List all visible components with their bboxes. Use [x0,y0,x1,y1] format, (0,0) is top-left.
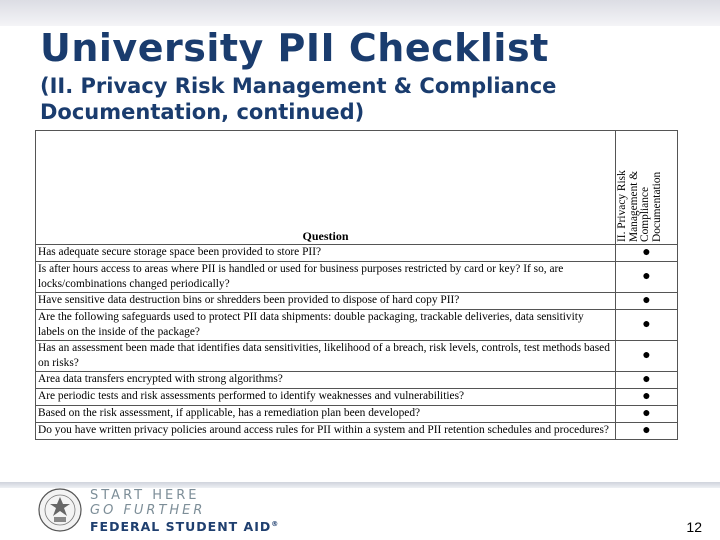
question-column-header: Question [36,131,616,245]
checklist-table [35,130,678,440]
table-header-row [36,131,678,245]
bullet-marker: ● [616,341,678,372]
question-cell: Are periodic tests and risk assessments performed to identify weaknesses and vulnerabilities? [36,389,616,406]
table-row [36,372,678,389]
brand-line-start-here: START HERE [90,488,200,503]
bullet-marker: ● [616,293,678,310]
registered-mark: ® [271,519,280,528]
question-cell: Is after hours access to areas where PII is handled or used for business purposes restricted by card or key? If so, are locks/combinations changed periodically? [36,262,616,293]
federal-student-aid-logo [38,488,280,536]
header-band [0,0,720,26]
department-seal-icon [38,488,82,532]
table-row [36,293,678,310]
page-number: 12 [686,519,702,535]
question-cell: Based on the risk assessment, if applicable, has a remediation plan been developed? [36,406,616,423]
table-row [36,341,678,372]
question-cell: Has adequate secure storage space been provided to store PII? [36,245,616,262]
table-row [36,406,678,423]
bullet-marker: ● [616,262,678,293]
question-cell: Area data transfers encrypted with strong algorithms? [36,372,616,389]
section-column-header-text: II. Privacy Risk Management & Compliance Documentation [616,170,663,242]
question-cell: Has an assessment been made that identifies data sensitivities, likelihood of a breach, risk levels, controls, test methods based on risks? [36,341,616,372]
bullet-marker: ● [616,310,678,341]
bullet-marker: ● [616,423,678,440]
table-row [36,389,678,406]
question-cell: Do you have written privacy policies around access rules for PII within a system and PII retention schedules and procedures? [36,423,616,440]
table-row [36,262,678,293]
bullet-marker: ● [616,389,678,406]
table-row [36,245,678,262]
bullet-marker: ● [616,372,678,389]
page-title: University PII Checklist [40,26,549,70]
table-row [36,423,678,440]
brand-name: FEDERAL STUDENT AID [90,519,272,534]
brand-wordmark [90,488,280,536]
brand-line-go-further: GO FURTHER [90,503,206,518]
brand-line-federal-student-aid [90,519,279,534]
bullet-marker: ● [616,245,678,262]
table-row [36,310,678,341]
bullet-marker: ● [616,406,678,423]
question-cell: Have sensitive data destruction bins or shredders been provided to dispose of hard copy PII? [36,293,616,310]
question-cell: Are the following safeguards used to protect PII data shipments: double packaging, trackable deliveries, data sensitivity labels on the inside of the package? [36,310,616,341]
section-column-header [616,131,678,245]
page-subtitle: (II. Privacy Risk Management & Compliance Documentation, continued) [40,74,557,124]
